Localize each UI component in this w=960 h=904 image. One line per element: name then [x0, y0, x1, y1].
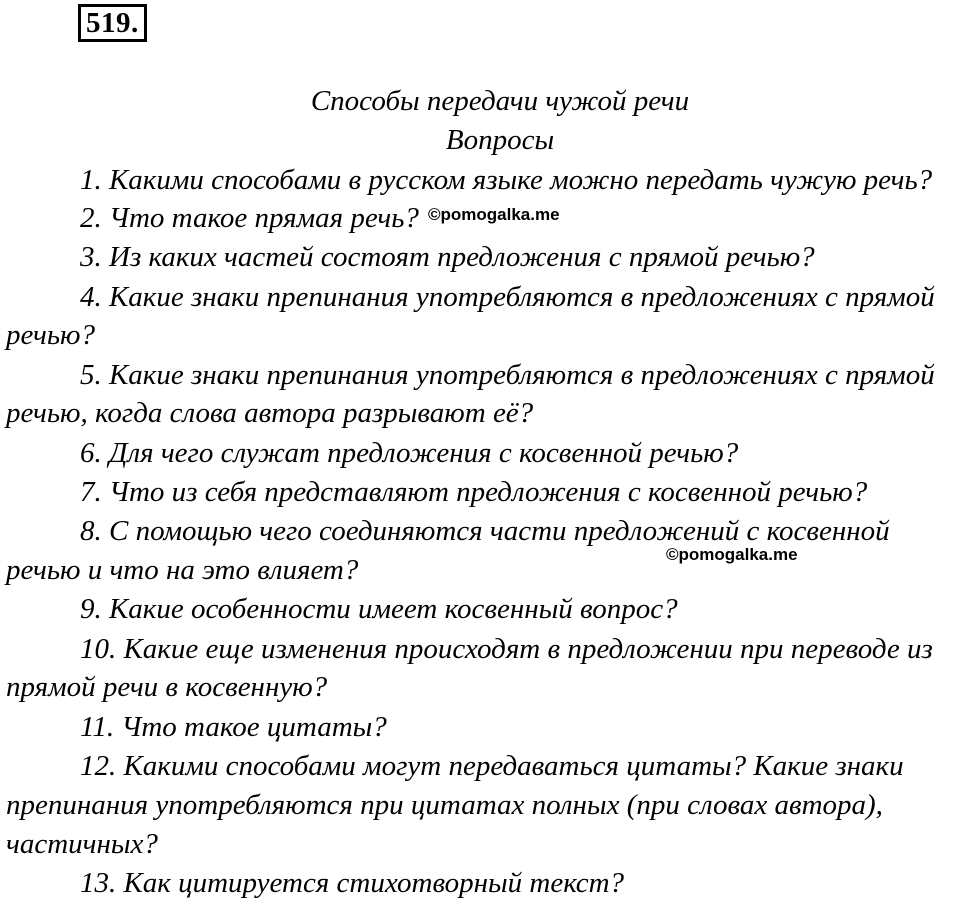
question-line-5: 5. Какие знаки препинания употребляются в предложениях с прямой	[80, 359, 935, 391]
question-line-13: 13. Как цитируется стихотворный текст?	[80, 867, 625, 899]
question-line-9: 9. Какие особенности имеет косвенный вопрос?	[80, 593, 678, 625]
question-line-10: 10. Какие еще изменения происходят в предложении при переводе из	[80, 633, 933, 665]
question-line-8: 8. С помощью чего соединяются части предложений с косвенной	[80, 515, 890, 547]
watermark: ©pomogalka.me	[666, 545, 798, 564]
exercise-number: 519.	[78, 4, 147, 42]
question-line-4-cont: речью?	[6, 319, 95, 351]
question-line-12-cont-2: частичных?	[6, 828, 158, 860]
question-line-8-cont: речью и что на это влияет?	[6, 554, 359, 586]
document-title: Способы передачи чужой речи	[310, 85, 690, 117]
question-line-3: 3. Из каких частей состоят предложения с прямой речью?	[80, 241, 815, 273]
question-line-12-cont: препинания употребляются при цитатах полных (при словах автора),	[6, 789, 883, 821]
question-line-4: 4. Какие знаки препинания употребляются в предложениях с прямой	[80, 281, 935, 313]
question-line-1: 1. Какими способами в русском языке можно передать чужую речь?	[80, 164, 933, 196]
question-line-2: 2. Что такое прямая речь?	[80, 202, 419, 234]
question-line-6: 6. Для чего служат предложения с косвенной речью?	[80, 437, 739, 469]
document-subtitle: Вопросы	[445, 124, 555, 156]
watermark: ©pomogalka.me	[428, 205, 560, 224]
question-line-7: 7. Что из себя представляют предложения с косвенной речью?	[80, 476, 868, 508]
question-line-11: 11. Что такое цитаты?	[80, 711, 387, 743]
question-line-5-cont: речью, когда слова автора разрывают её?	[6, 397, 534, 429]
question-line-12: 12. Какими способами могут передаваться цитаты? Какие знаки	[80, 750, 904, 782]
question-line-10-cont: прямой речи в косвенную?	[6, 671, 328, 703]
